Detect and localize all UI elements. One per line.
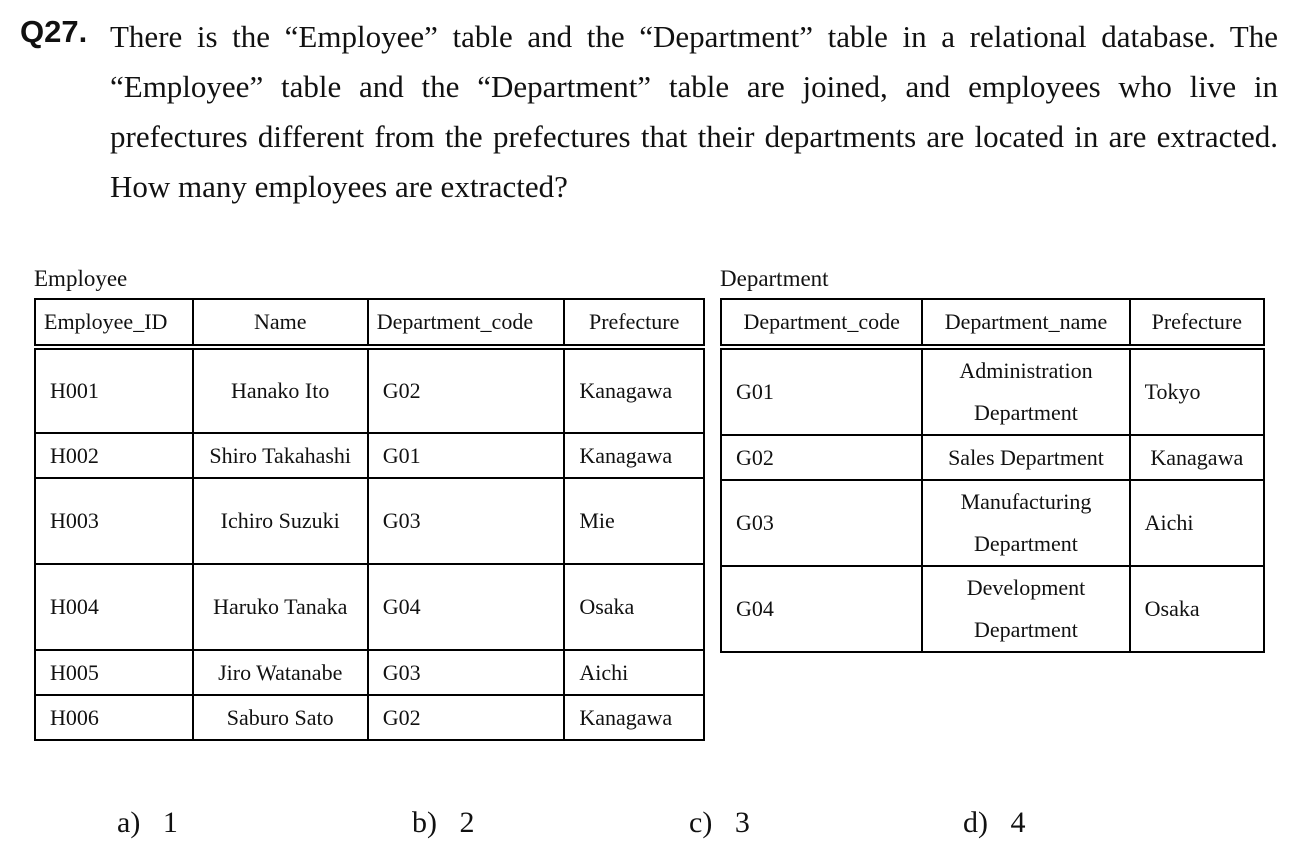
table-cell: H001 [35,347,193,433]
table-cell: Kanagawa [564,433,704,478]
table-row [35,433,704,478]
table-row [35,478,704,564]
choice-letter: c) [689,806,713,839]
employee-table [34,298,705,741]
table-row [35,564,704,650]
choice-a[interactable] [117,806,178,840]
table-cell: G02 [368,347,565,433]
employee-header-row [35,299,704,347]
table-cell: Aichi [564,650,704,695]
department-header-row [721,299,1264,347]
question-number: Q27. [20,14,88,49]
table-cell: G01 [721,347,922,435]
table-cell: H006 [35,695,193,740]
table-cell: G04 [721,566,922,652]
table-cell: G02 [721,435,922,480]
table-cell: H002 [35,433,193,478]
table-cell: Kanagawa [564,347,704,433]
table-cell: Shiro Takahashi [193,433,368,478]
column-header: Department_code [368,299,565,347]
table-cell: Saburo Sato [193,695,368,740]
table-cell: Development Department [922,566,1129,652]
table-cell: G02 [368,695,565,740]
table-cell: Aichi [1130,480,1264,566]
table-cell: H005 [35,650,193,695]
choice-value: 4 [1010,806,1026,839]
table-cell: Osaka [1130,566,1264,652]
table-cell: Osaka [564,564,704,650]
question-text: There is the “Employee” table and the “Department” table in a relational database. The “Employee” table and the “Department” table are joined, and employees who live in prefectures different from the prefectures that their departments are located in are extracted. How many employees are extracted? [110,19,1278,204]
table-row [35,695,704,740]
table-cell: Hanako Ito [193,347,368,433]
department-table-caption: Department [720,266,829,291]
table-cell: G03 [368,650,565,695]
table-cell: Manufacturing Department [922,480,1129,566]
table-cell: G03 [721,480,922,566]
table-cell: H004 [35,564,193,650]
choice-letter: d) [963,806,988,839]
table-cell: Mie [564,478,704,564]
table-row [35,347,704,433]
choice-d[interactable] [963,806,1026,840]
table-cell: Haruko Tanaka [193,564,368,650]
table-cell: H003 [35,478,193,564]
table-cell: Sales Department [922,435,1129,480]
choice-b[interactable] [412,806,475,840]
table-row [721,480,1264,566]
choice-c[interactable] [689,806,750,840]
table-cell: G04 [368,564,565,650]
choice-value: 3 [734,806,750,839]
table-row [721,435,1264,480]
employee-table-caption: Employee [34,266,128,291]
choice-letter: b) [412,806,437,839]
table-cell: G03 [368,478,565,564]
choice-value: 1 [162,806,178,839]
table-cell: Kanagawa [1130,435,1264,480]
table-cell: Kanagawa [564,695,704,740]
table-cell: Tokyo [1130,347,1264,435]
table-cell: Jiro Watanabe [193,650,368,695]
table-row [721,566,1264,652]
column-header: Department_code [721,299,922,347]
table-row [35,650,704,695]
column-header: Prefecture [1130,299,1264,347]
column-header: Employee_ID [35,299,193,347]
column-header: Prefecture [564,299,704,347]
table-row [721,347,1264,435]
table-cell: Ichiro Suzuki [193,478,368,564]
column-header: Department_name [922,299,1129,347]
table-cell: Administration Department [922,347,1129,435]
choice-letter: a) [117,806,141,839]
choice-value: 2 [459,806,475,839]
column-header: Name [193,299,368,347]
table-cell: G01 [368,433,565,478]
department-table [720,298,1265,653]
